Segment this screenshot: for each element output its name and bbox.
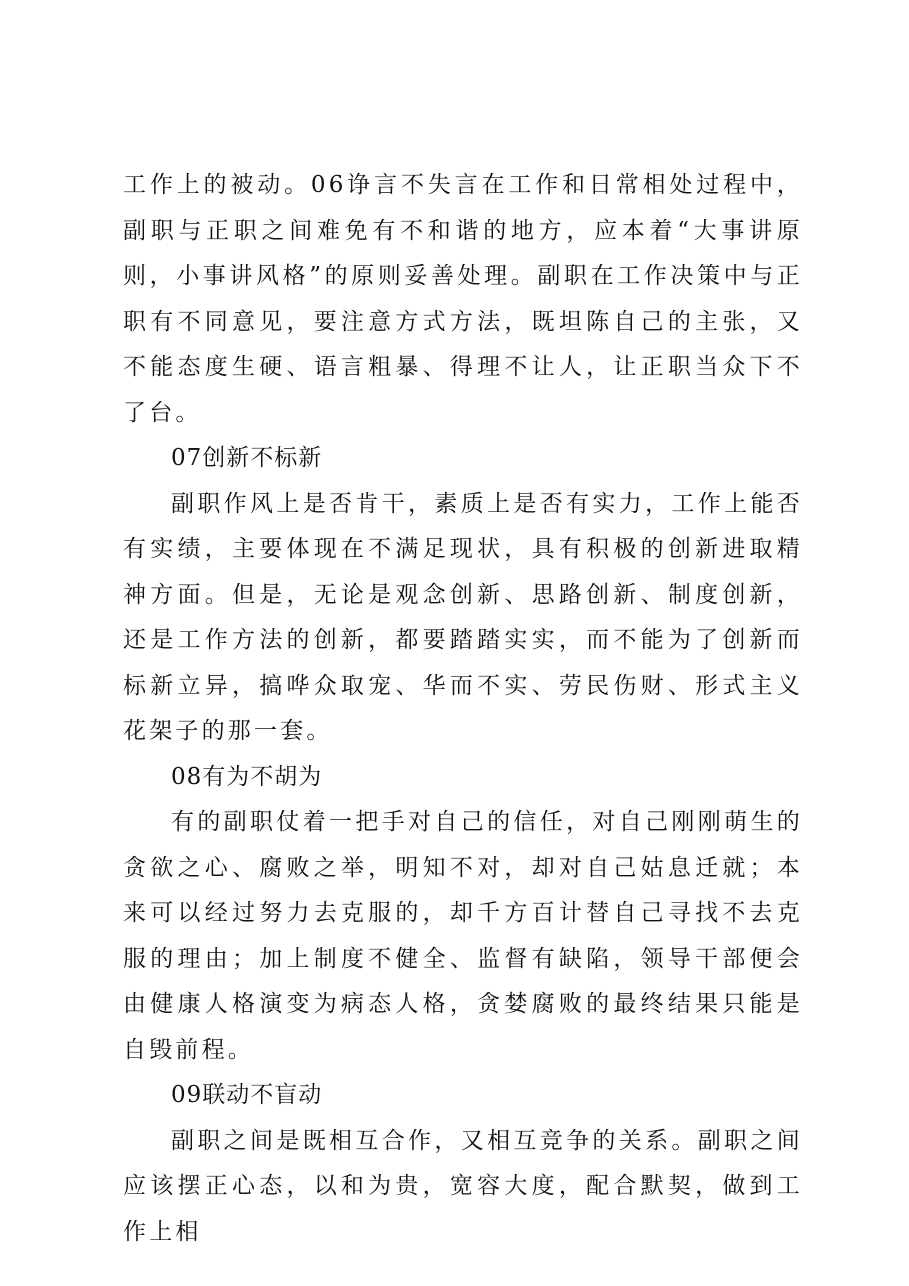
section-heading-07: 07创新不标新: [171, 445, 323, 471]
paragraph-08-body: 有的副职仗着一把手对自己的信任，对自己刚刚萌生的贪欲之心、腐败之举，明知不对，却对自己姑息迁就；本来可以经过努力去克服的，却千方百计替自己寻找不去克服的理由；加上制度不健全、监督有缺陷，领导干部便会由健康人格演变为病态人格，贪婪腐败的最终结果只能是自毁前程。: [123, 809, 803, 1063]
paragraph-06-body: 工作上的被动。06诤言不失言在工作和日常相处过程中，副职与正职之间难免有不和谐的地方，应本着“大事讲原则，小事讲风格”的原则妥善处理。副职在工作决策中与正职有不同意见，要注意方式方法，既坦陈自己的主张，又不能态度生硬、语言粗暴、得理不让人，让正职当众下不了台。: [123, 172, 803, 426]
section-heading-09: 09联动不盲动: [171, 1082, 323, 1108]
paragraph-09-body: 副职之间是既相互合作，又相互竞争的关系。副职之间应该摆正心态，以和为贵，宽容大度，配合默契，做到工作上相: [123, 1127, 803, 1245]
section-heading-08: 08有为不胡为: [171, 763, 323, 790]
paragraph-07-body: 副职作风上是否肯干，素质上是否有实力，工作上能否有实绩，主要体现在不满足现状，具有积极的创新进取精神方面。但是，无论是观念创新、思路创新、制度创新，还是工作方法的创新，都要踏踏实实，而不能为了创新而标新立异，搞哗众取宠、华而不实、劳民伤财、形式主义花架子的那一套。: [123, 490, 803, 744]
document-body: [123, 163, 803, 1255]
